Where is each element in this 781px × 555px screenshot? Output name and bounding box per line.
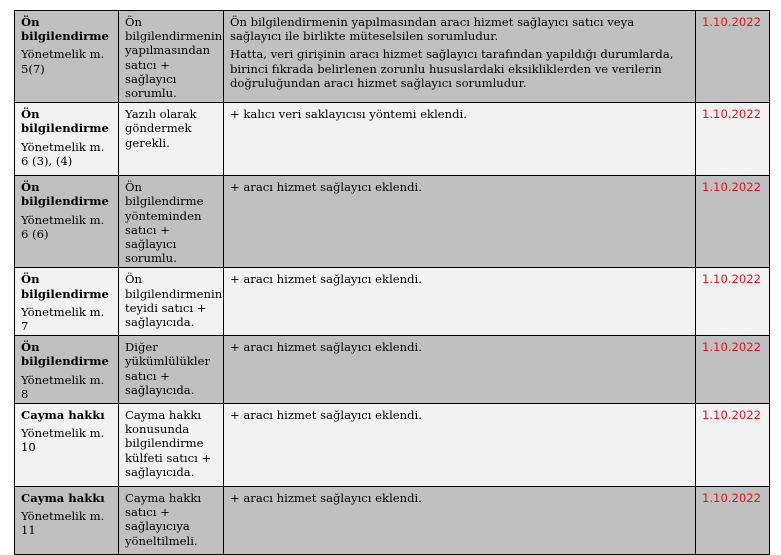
change-description-cell	[224, 404, 696, 487]
change-paragraph: + aracı hizmet sağlayıcı eklendi.	[230, 491, 422, 506]
topic-title: Cayma hakkı	[21, 491, 105, 506]
regulation-reference: Yönetmelik m. 6 (6)	[21, 212, 105, 241]
regulation-reference: Yönetmelik m. 8	[21, 372, 105, 401]
topic-title: Ön bilgilendirme	[21, 180, 109, 209]
previous-responsibility-cell: Cayma hakkı konusunda bilgilendirme külfeti satıcı + sağlayıcıda.	[119, 404, 224, 487]
table-row	[15, 103, 770, 176]
topic-cell	[15, 103, 119, 176]
change-paragraph: + aracı hizmet sağlayıcı eklendi.	[230, 180, 422, 195]
table-row	[15, 487, 770, 555]
topic-cell	[15, 176, 119, 268]
change-paragraph: Ön bilgilendirmenin yapılmasından aracı hizmet sağlayıcı satıcı veya sağlayıcı ile birlikte müteselsilen sorumludur.	[230, 15, 635, 44]
table-row	[15, 336, 770, 404]
change-description-cell	[224, 176, 696, 268]
regulation-reference: Yönetmelik m. 10	[21, 426, 105, 455]
topic-title: Ön bilgilendirme	[21, 107, 109, 136]
topic-cell	[15, 336, 119, 404]
topic-cell	[15, 11, 119, 103]
change-paragraph: + aracı hizmet sağlayıcı eklendi.	[230, 408, 422, 423]
regulation-reference: Yönetmelik m. 5(7)	[21, 47, 105, 76]
effective-date-cell: 1.10.2022	[696, 103, 770, 176]
effective-date-cell: 1.10.2022	[696, 176, 770, 268]
table-row	[15, 404, 770, 487]
topic-title: Ön bilgilendirme	[21, 15, 109, 44]
previous-responsibility-cell: Cayma hakkı satıcı + sağlayıcıya yöneltilmeli.	[119, 487, 224, 555]
topic-title: Ön bilgilendirme	[21, 340, 109, 369]
change-description-cell	[224, 103, 696, 176]
previous-responsibility-cell: Ön bilgilendirme yönteminden satıcı + sağlayıcı sorumlu.	[119, 176, 224, 268]
change-paragraph: Hatta, veri girişinin aracı hizmet sağlayıcı tarafından yapıldığı durumlarda, birinci fıkrada belirlenen zorunlu hususlardaki eksikliklerden ve verilerin doğruluğundan aracı hizmet sağlayıcı sorumludur.	[230, 47, 674, 90]
topic-cell	[15, 268, 119, 336]
change-description-cell	[224, 487, 696, 555]
regulation-reference: Yönetmelik m. 11	[21, 509, 105, 538]
regulation-reference: Yönetmelik m. 7	[21, 304, 105, 334]
table-row	[15, 176, 770, 268]
effective-date-cell: 1.10.2022	[696, 404, 770, 487]
topic-title: Ön bilgilendirme	[21, 272, 109, 301]
regulation-reference: Yönetmelik m. 6 (3), (4)	[21, 139, 105, 168]
effective-date-cell: 1.10.2022	[696, 268, 770, 336]
change-description-cell	[224, 268, 696, 336]
effective-date-cell: 1.10.2022	[696, 487, 770, 555]
regulation-changes-table	[14, 10, 770, 555]
effective-date-cell: 1.10.2022	[696, 11, 770, 103]
topic-title: Cayma hakkı	[21, 408, 105, 423]
table-row	[15, 11, 770, 103]
effective-date-cell: 1.10.2022	[696, 336, 770, 404]
topic-cell	[15, 404, 119, 487]
table-row	[15, 268, 770, 336]
previous-responsibility-cell: Diğer yükümlülükler satıcı + sağlayıcıda.	[119, 336, 224, 404]
change-paragraph: + aracı hizmet sağlayıcı eklendi.	[230, 272, 422, 287]
change-description-cell	[224, 336, 696, 404]
previous-responsibility-cell: Yazılı olarak göndermek gerekli.	[119, 103, 224, 176]
change-description-cell	[224, 11, 696, 103]
topic-cell	[15, 487, 119, 555]
previous-responsibility-cell: Ön bilgilendirmenin yapılmasından satıcı + sağlayıcı sorumlu.	[119, 11, 224, 103]
change-paragraph: + kalıcı veri saklayıcısı yöntemi eklendi.	[230, 107, 467, 122]
previous-responsibility-cell: Ön bilgilendirmenin teyidi satıcı + sağlayıcıda.	[119, 268, 224, 336]
change-paragraph: + aracı hizmet sağlayıcı eklendi.	[230, 340, 422, 355]
